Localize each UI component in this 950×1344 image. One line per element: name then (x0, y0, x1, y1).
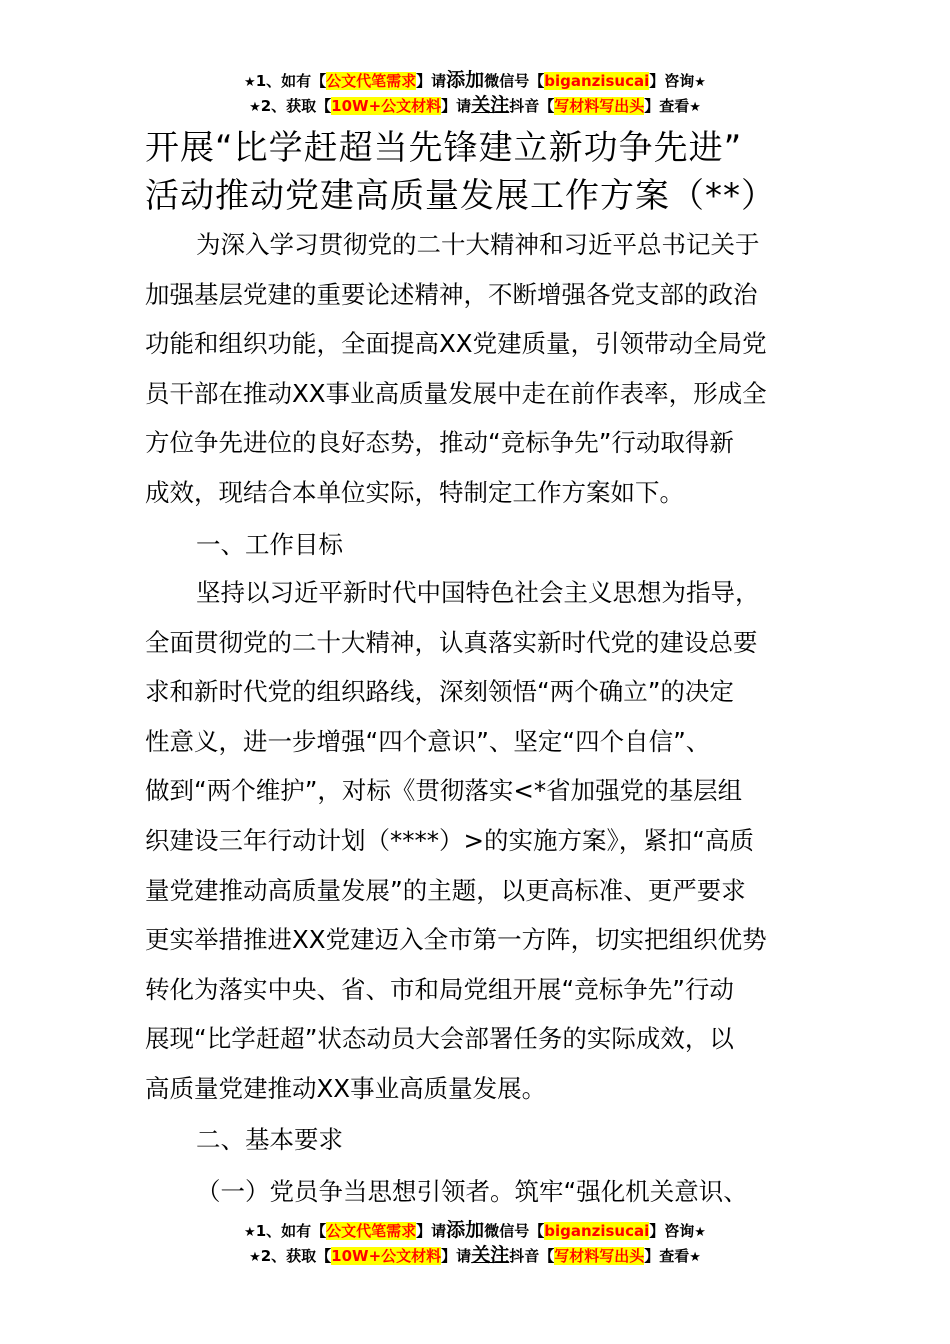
star-icon: ★ (694, 1225, 706, 1240)
banner-text: 】查看 (644, 1247, 690, 1265)
paragraph-line: 做到“两个维护”，对标《贯彻落实<*省加强党的基层组 (145, 776, 743, 806)
star-icon: ★ (694, 75, 706, 90)
paragraph-line: 求和新时代党的组织路线，深刻领悟“两个确立”的决定 (145, 677, 734, 707)
paragraph-line: 更实举措推进XX党建迈入全市第一方阵，切实把组织优势 (145, 925, 767, 955)
banner-line-1 (0, 1219, 950, 1244)
banner-wechat-id: biganzisucai (544, 72, 650, 90)
banner-text: 1、如有【 (255, 72, 327, 90)
paragraph-line: 成效，现结合本单位实际，特制定工作方案如下。 (145, 477, 684, 507)
star-icon: ★ (244, 75, 256, 90)
intro-paragraph (145, 220, 815, 518)
star-icon: ★ (249, 100, 261, 115)
banner-text: 1、如有【 (255, 1222, 327, 1240)
banner-text: 】查看 (644, 97, 690, 115)
paragraph-line: 员干部在推动XX事业高质量发展中走在前作表率，形成全 (145, 378, 767, 408)
banner-emphasis: 添加 (446, 1219, 485, 1241)
banner-line-2 (0, 94, 950, 119)
banner-highlight: 公文代笔需求 (326, 1222, 417, 1240)
banner-wechat-id: biganzisucai (544, 1222, 650, 1240)
document-title-line-1: 开展“比学赶超当先锋建立新功争先进” (145, 128, 743, 168)
banner-text: 2、获取【 (260, 97, 332, 115)
banner-line-2 (0, 1244, 950, 1269)
paragraph-line: 高质量党建推动XX事业高质量发展。 (145, 1073, 547, 1103)
star-icon: ★ (689, 100, 701, 115)
document-title-line-2: 活动推动党建高质量发展工作方案（**） (145, 176, 776, 216)
banner-highlight: 10W+公文材料 (331, 1247, 442, 1265)
banner-text: 微信号【 (484, 1222, 545, 1240)
paragraph-line: 方位争先进位的良好态势，推动“竞标争先”行动取得新 (145, 428, 734, 458)
paragraph-line: 量党建推动高质量发展”的主题，以更高标准、更严要求 (145, 875, 746, 905)
section-heading-requirements: 二、基本要求 (196, 1125, 343, 1154)
banner-text: 】咨询 (649, 72, 695, 90)
goals-paragraph (145, 568, 815, 1114)
banner-text: 】请 (416, 72, 447, 90)
star-icon: ★ (689, 1250, 701, 1265)
paragraph-line: 转化为落实中央、省、市和局党组开展“竞标争先”行动 (145, 974, 734, 1004)
top-banner (0, 69, 950, 119)
banner-text: 】请 (441, 1247, 472, 1265)
banner-text: 抖音【 (509, 1247, 555, 1265)
banner-text: 】咨询 (649, 1222, 695, 1240)
section-heading-goals: 一、工作目标 (196, 530, 343, 559)
star-icon: ★ (244, 1225, 256, 1240)
banner-douyin-id: 写材料写出头 (554, 97, 645, 115)
banner-highlight: 公文代笔需求 (326, 72, 417, 90)
banner-text: 微信号【 (484, 72, 545, 90)
paragraph-line: 全面贯彻党的二十大精神，认真落实新时代党的建设总要 (145, 627, 758, 657)
paragraph-line: 织建设三年行动计划（****）>的实施方案》，紧扣“高质 (145, 825, 754, 855)
paragraph-line: 性意义，进一步增强“四个意识”、坚定“四个自信”、 (145, 726, 711, 756)
paragraph-line: 功能和组织功能，全面提高XX党建质量，引领带动全局党 (145, 329, 767, 359)
star-icon: ★ (249, 1250, 261, 1265)
paragraph-line: 为深入学习贯彻党的二十大精神和习近平总书记关于 (196, 230, 760, 259)
banner-text: 2、获取【 (260, 1247, 332, 1265)
banner-line-1 (0, 69, 950, 94)
banner-emphasis: 添加 (446, 69, 485, 91)
banner-emphasis: 关注 (471, 94, 510, 116)
paragraph-line: 加强基层党建的重要论述精神，不断增强各党支部的政治 (145, 279, 758, 309)
banner-text: 】请 (416, 1222, 447, 1240)
paragraph-line: 展现“比学赶超”状态动员大会部署任务的实际成效，以 (145, 1024, 734, 1054)
subsection-line: （一）党员争当思想引领者。筑牢“强化机关意识、 (196, 1177, 748, 1206)
bottom-banner (0, 1219, 950, 1269)
banner-douyin-id: 写材料写出头 (554, 1247, 645, 1265)
banner-emphasis: 关注 (471, 1244, 510, 1266)
paragraph-line: 坚持以习近平新时代中国特色社会主义思想为指导， (196, 578, 760, 607)
banner-highlight: 10W+公文材料 (331, 97, 442, 115)
banner-text: 抖音【 (509, 97, 555, 115)
banner-text: 】请 (441, 97, 472, 115)
